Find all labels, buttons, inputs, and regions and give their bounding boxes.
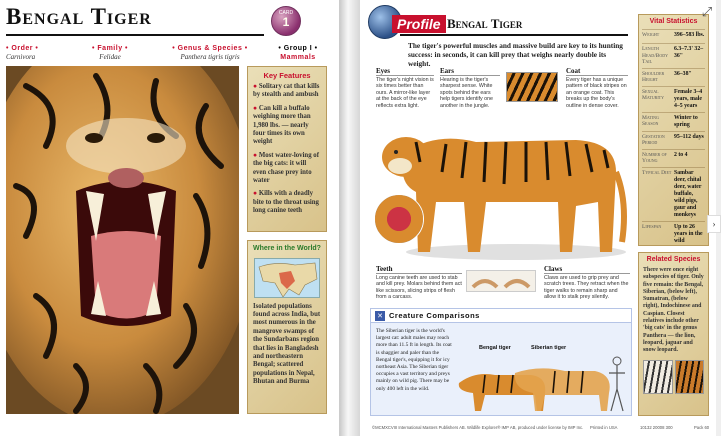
- ears-callout: Ears Hearing is the tiger's sharpest sense. White spots behind the ears help tigers identify one another in the jungle.: [440, 68, 500, 109]
- compare-icon: ✕: [375, 311, 385, 321]
- table-row: Gestation Period 95–112 days: [642, 131, 705, 149]
- page-title: Bengal Tiger: [6, 4, 152, 29]
- code-text: 10132 20008 300: [640, 425, 673, 430]
- list-item: ● Most water-loving of the big cats: it will even chase prey into water: [253, 151, 319, 185]
- size-comparison-figure: [455, 353, 631, 415]
- table-row: Sexual Maturity Female 3–4 years, male 4–5 years: [642, 86, 705, 112]
- eyes-callout: Eyes The tiger's night vision is six times better than ours. A mirror-like layer at the back of the eye reflects extra light.: [376, 67, 434, 109]
- sumatran-tiger-thumb: [675, 360, 705, 394]
- key-features-panel: [247, 66, 327, 232]
- next-page-button[interactable]: ›: [707, 215, 721, 233]
- vital-stats-title: Vital Statistics: [649, 18, 698, 25]
- key-features-title: Key Features: [263, 71, 311, 80]
- tiger-illustration: [376, 102, 630, 264]
- table-row: Lifespan Up to 26 years in the wild: [642, 221, 705, 247]
- related-species-title: Related Species: [646, 256, 701, 263]
- table-row: Weight 396–583 lbs.: [642, 29, 705, 43]
- taxon-order: • Order • Carnivora: [6, 45, 39, 61]
- related-species-panel: [638, 252, 709, 416]
- list-item: ● Can kill a buffalo weighing more than 1,980 lbs. — nearly four times its own weight: [253, 104, 311, 146]
- where-in-world-panel: [247, 240, 327, 414]
- table-row: Mating Season Winter to spring: [642, 112, 705, 131]
- table-row: Typical Diet Sambar deer, chital deer, water buffalo, wild pigs, gaur and monkeys: [642, 167, 705, 221]
- table-row: Number of Young 2 to 4: [642, 149, 705, 167]
- expand-icon[interactable]: ⤢: [701, 5, 713, 20]
- bengal-label: Bengal tiger: [479, 345, 511, 351]
- where-title: Where in the World?: [253, 245, 321, 252]
- copyright-text: ©MCMXCVIII International Masters Publishers AB. Wildlife Explorer® IMP AB, produced under license by IMP Inc.: [372, 425, 584, 430]
- range-map: [254, 258, 320, 298]
- where-text: Isolated populations found across India, but most numerous in the mangrove swamps of the Sundarbans region that lies in Bangladesh and northeastern Bengal; scattered populations in Nepal, Bhutan and Burma: [253, 302, 321, 386]
- profile-rule: [400, 34, 628, 36]
- profile-title: Bengal Tiger: [447, 16, 523, 31]
- list-item: ● Solitary cat that kills by stealth and ambush: [253, 83, 320, 99]
- claws-callout: Claws Claws are used to grip prey and scratch trees. They retract when the tiger walks to remain sharp and allow it to stalk prey silently.: [544, 265, 629, 300]
- vital-statistics-panel: [638, 14, 709, 246]
- siberian-label: Siberian tiger: [531, 345, 567, 351]
- profile-intro: The tiger's powerful muscles and massive build are key to its hunting success: in seconds, it can kill prey that weighs nearly double its weight.: [408, 41, 623, 68]
- coat-callout: Coat Every tiger has a unique pattern of black stripes on an orange coat. This breaks up the body's outline in dense cover.: [566, 67, 627, 109]
- table-row: Shoulder Height 36–38": [642, 68, 705, 86]
- related-species-text: There were once eight subspecies of tiger. Only five remain: the Bengal, Siberian, (below left), Sumatran, (below right), Indochinese and Caspian. Closest relatives include other 'big cats' in the genus Panthera — the lion, leopard, jaguar and snow leopard.: [643, 267, 704, 354]
- coat-swatch: [506, 72, 558, 102]
- printed-text: Printed in USA: [590, 425, 618, 430]
- teeth-callout: Teeth Long canine teeth are used to stab and kill prey. Molars behind them act like scissors, slicing strips of flesh from a carcass.: [376, 265, 462, 300]
- profile-label: Profile: [392, 15, 446, 33]
- page-gutter: [340, 0, 360, 436]
- claws-inset: [466, 270, 536, 292]
- comparisons-text: The Siberian tiger is the world's largest cat: adult males may reach more than 11.5 ft in length. Its coat is shaggier and paler than the Bengal tiger's, equipping it for icy northeast Asia. The Siberian tiger occupies a vast territory and preys mainly on wild pig. There may be only 400 left in the wild.: [376, 328, 452, 392]
- card-badge-label: CARD 1: [275, 10, 297, 30]
- taxon-family: • Family • Felidae: [92, 45, 128, 61]
- siberian-tiger-thumb: [643, 360, 673, 394]
- creature-comparisons-panel: [370, 308, 632, 416]
- left-page: [0, 0, 340, 436]
- list-item: ● Kills with a deadly bite to the throat using long canine teeth: [253, 190, 319, 215]
- tiger-roaring-photo: [6, 66, 239, 414]
- table-row: Length Head/Body Tail 6.3–7.3' 32–36": [642, 43, 705, 68]
- teeth-inset: [374, 194, 424, 244]
- taxon-genus: • Genus & Species • Panthera tigris tigris: [172, 45, 248, 61]
- title-rule: [6, 34, 264, 36]
- pack-text: Pack 60: [694, 425, 710, 430]
- card-number: 1: [282, 15, 290, 29]
- comparisons-title: Creature Comparisons: [389, 311, 480, 320]
- taxon-group: • Group I • Mammals: [278, 45, 318, 61]
